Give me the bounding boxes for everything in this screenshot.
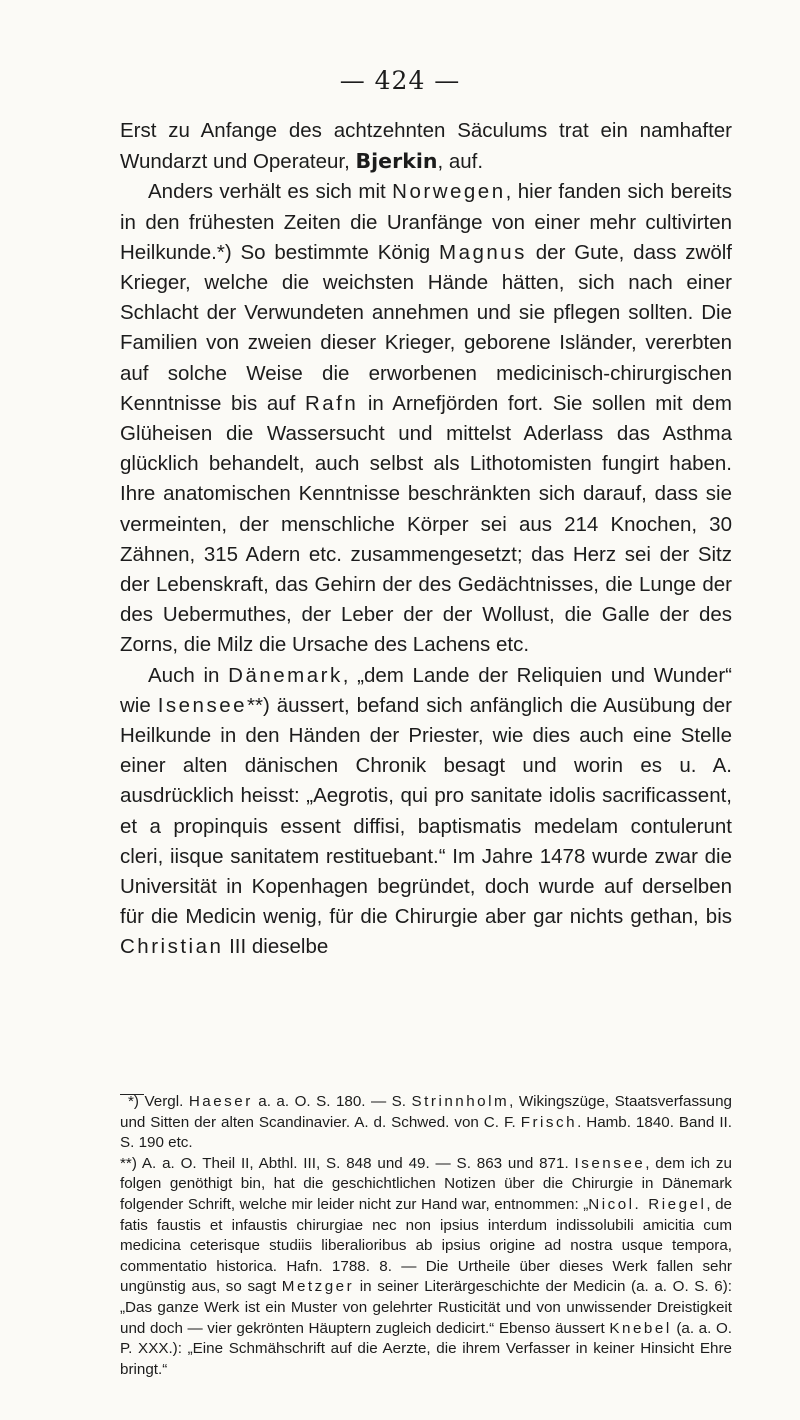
spaced-name: Strinnholm [411,1093,510,1110]
paragraph [120,116,732,177]
text-run: Vergl. [144,1093,184,1110]
page-number: — 424 — [339,66,461,95]
text-run: Auch in [148,663,220,687]
text-run: , Wikingszüge, Staatsverfassung und Sitten der alten Scandinavier. A. d. Schwed. von C. F. [120,1093,732,1131]
footnote [120,1092,732,1154]
text-run: **) äussert, befand sich anfänglich die Ausübung der Heilkunde in den Händen der Priester, wie dies auch eine Stelle einer alten dänischen Chronik besagt und worin es u. A. ausdrücklich heisst: „Aegrotis, qui pro sanitate idolis sacrificassent, et a propinquis essent diffisi, baptismatis medelam contulerunt cleri, iisque sanitatem restituebant.“ Im Jahre 1478 wurde zwar die Universität in Kopenhagen begründet, doch wurde auf derselben für die Medicin wenig, für die Chirurgie aber gar nichts gethan, bis [120,693,733,929]
text-run: in Arnefjörden fort. Sie sollen mit dem Glüheisen die Wassersucht und mittelst Aderlass das Asthma glücklich behandelt, auch selbst als Lithotomisten fungirt haben. Ihre anatomischen Kenntnisse beschränkten sich darauf, dass sie vermeinten, der menschliche Körper sei aus 214 Knochen, 30 Zähnen, 315 Adern etc. zusammengesetzt; das Herz sei der Sitz der Lebenskraft, das Gehirn der des Gedächtnisses, die Lunge der des Uebermuthes, der Leber der der Wollust, die Galle der des Zorns, die Milz die Ursache des Lachens etc. [120,391,732,657]
text-run: , de fatis faustis et infaustis chirurgiae nec non ipsius interdum indissolubili amicitia cum medicina ceterisque studiis liberalioribus ab ipsius origine ad nostra usque tempora, commentatio historica. Hafn. 1788. 8. — Die Urtheile über dieses Werk fallen sehr ungünstig aus, so sagt [120,1195,732,1296]
spaced-name: Frisch [520,1113,578,1131]
spaced-name: Nicol. Riegel [588,1195,707,1213]
paragraph [120,177,732,660]
spaced-name: Dänemark [228,663,343,687]
footnote-mark: **) [120,1154,137,1172]
text-run: , dem ich zu folgen genöthigt bin, hat die geschichtlichen Notizen über die Chirurgie in Dänemark folgender Schrift, welche mir leider nicht zur Hand war, entnommen: „ [120,1154,732,1213]
spaced-name: Christian [120,935,224,959]
text-run: a. a. O. S. 180. — S. [258,1093,407,1110]
main-text [120,116,732,963]
text-run: der Gute, dass zwölf Krieger, welche die weichsten Hände hätten, sich nach einer Schlacht der Verwundeten annehmen und sie pflegen sollten. Die Familien von zweien dieser Krieger, geborene Isländer, vererbten auf solche Weise die erworbenen medicinisch-chirurgischen Kenntnisse bis auf [120,240,732,415]
spaced-name: Haeser [188,1093,253,1110]
spaced-name: Knebel [609,1319,672,1337]
spaced-name: Rafn [304,391,359,415]
text-run: , hier fanden sich bereits in den frühesten Zeiten die Uranfänge von einer mehr cultivirten Heilkunde.*) So bestimmte König [120,180,732,264]
text-run: . Hamb. 1840. Band II. S. 190 etc. [120,1113,732,1152]
footnote [120,1154,732,1381]
text-run: , „dem Lande der Reliquien und Wunder“ wie [120,663,732,717]
text-run: Erst zu Anfange des achtzehnten Säculums trat ein namhafter Wundarzt und Operateur, [120,119,732,174]
spaced-name: Isensee [574,1154,646,1172]
text-run: A. a. O. Theil II, Abthl. III, S. 848 und 49. — S. 863 und 871. [141,1154,569,1172]
text-run: , auf. [437,150,484,174]
footnote-mark: *) [128,1093,139,1110]
paragraph [120,661,732,963]
spaced-name: Norwegen [392,180,506,204]
text-run: (a. a. O. P. XXX.): „Eine Schmähschrift auf die Aerzte, die ihrem Verfasser in keiner Hinsicht Ehre bringt.“ [120,1319,732,1378]
name-emphasis: Bjerkin [355,149,438,174]
spaced-name: Metzger [281,1278,355,1296]
text-run: in seiner Literärgeschichte der Medicin (a. a. O. S. 6): „Das ganze Werk ist ein Muster von gelehrter Rusticität und von unwissender Dreistigkeit und doch — vier gekrönten Häuptern zugleich dedicirt.“ Ebenso äussert [120,1278,732,1337]
text-run: Anders verhält es sich mit [148,180,386,204]
spaced-name: Magnus [439,240,527,264]
spaced-name: Isensee [157,693,248,717]
footnotes [120,1092,732,1380]
text-run: III dieselbe [229,935,329,959]
